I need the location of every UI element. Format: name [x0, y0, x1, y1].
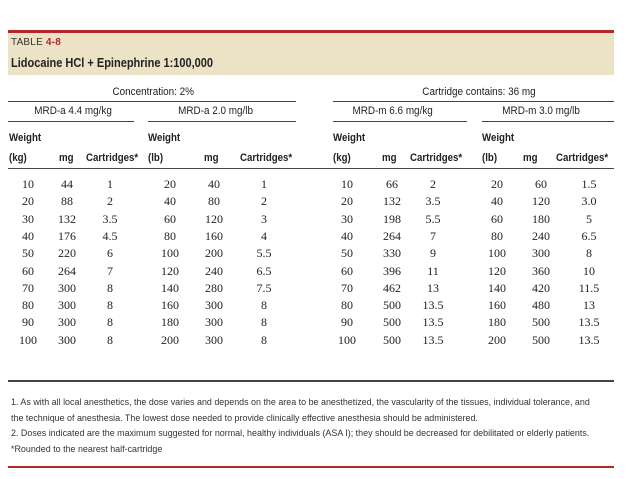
table-cell: 176: [58, 228, 76, 243]
table-cell: 1: [261, 177, 267, 191]
table-cell: 6: [107, 246, 113, 261]
table-cell: 240: [205, 263, 223, 278]
table-cell: 13.5: [422, 315, 444, 330]
table-cell: 360: [532, 263, 550, 278]
table-cell: 10: [583, 263, 595, 278]
table-cell: 50: [341, 246, 353, 261]
table-cell: 60: [22, 263, 34, 278]
weight-header-4: Weight: [482, 132, 515, 144]
table-cell: 8: [107, 280, 113, 295]
weight-header-3: Weight: [333, 132, 366, 144]
table-cell: 8: [261, 315, 267, 330]
unit-cartridges-2: Cartridges*: [240, 152, 293, 164]
cartridge-label: Cartridge contains: 36 mg: [422, 86, 536, 98]
table-cell: 300: [205, 332, 223, 347]
table-cell: 140: [488, 280, 506, 295]
table-cell: 10: [22, 177, 34, 191]
table-cell: 8: [107, 298, 113, 313]
table-cell: 66: [386, 177, 398, 191]
weight-header-2: Weight: [148, 132, 181, 144]
table-cell: 500: [383, 315, 401, 330]
group-rule-4: [482, 121, 614, 122]
table-cell: 200: [161, 332, 179, 347]
unit-mg-4: mg: [523, 152, 538, 164]
table-cell: 80: [208, 194, 220, 209]
table-cell: 4: [261, 228, 267, 243]
table-cell: 13.5: [578, 332, 600, 347]
table-cell: 300: [58, 280, 76, 295]
unit-cartridges-1: Cartridges*: [86, 152, 139, 164]
table-cell: 13.5: [422, 332, 444, 347]
table-cell: 100: [488, 246, 506, 261]
table-cell: 198: [383, 211, 401, 226]
footnote-2: 2. Doses indicated are the maximum suggested for normal, healthy individuals (ASA I); they should be decreased for debilitated or elderly patients.: [11, 428, 590, 439]
table-cell: 500: [383, 332, 401, 347]
table-cell: 160: [161, 298, 179, 313]
weight-header-1: Weight: [9, 132, 42, 144]
table-cell: 60: [535, 177, 547, 191]
table-cell: 1: [107, 177, 113, 191]
table-cell: 8: [261, 332, 267, 347]
bottom-accent-bar: [8, 466, 614, 468]
unit-mg-2: mg: [204, 152, 219, 164]
table-cell: 120: [205, 211, 223, 226]
table-cell: 8: [107, 332, 113, 347]
table-cell: 240: [532, 228, 550, 243]
table-cell: 200: [488, 332, 506, 347]
divider-left: [8, 101, 296, 102]
table-cell: 80: [22, 298, 34, 313]
table-cell: 88: [61, 194, 73, 209]
unit-kg-3: (kg): [333, 152, 351, 164]
table-cell: 10: [341, 177, 353, 191]
table-cell: 100: [19, 332, 37, 347]
table-number: 4-8: [45, 37, 61, 48]
table-cell: 2: [107, 194, 113, 209]
table-cell: 30: [22, 211, 34, 226]
table-cell: 20: [164, 177, 176, 191]
table-cell: 5.5: [256, 246, 272, 261]
table-cell: 160: [488, 298, 506, 313]
table-cell: 50: [22, 246, 34, 261]
unit-lb-2: (lb): [148, 152, 164, 164]
table-cell: 2: [261, 194, 267, 209]
table-cell: 70: [341, 280, 353, 295]
header-bottom-rule: [8, 168, 614, 169]
unit-cartridges-4: Cartridges*: [556, 152, 609, 164]
table-cell: 13: [583, 298, 595, 313]
table-cell: 120: [161, 263, 179, 278]
footnote-rounding: *Rounded to the nearest half-cartridge: [11, 443, 163, 455]
table-cell: 180: [161, 315, 179, 330]
group-header-2: MRD-a 2.0 mg/lb: [178, 105, 253, 117]
table-cell: 7.5: [256, 280, 272, 295]
unit-mg-1: mg: [59, 152, 74, 164]
footnote-1: 1. As with all local anesthetics, the dose varies and depends on the area to be anesthetized, the vascularity of the tissues, individual tolerance, and: [11, 397, 590, 408]
concentration-label: Concentration: 2%: [112, 86, 194, 98]
table-cell: 264: [58, 263, 76, 278]
table-cell: 3.5: [102, 211, 118, 226]
table-cell: 80: [164, 228, 176, 243]
table-cell: 1.5: [581, 177, 597, 191]
unit-kg-1: (kg): [9, 152, 27, 164]
table-cell: 2: [430, 177, 436, 191]
table-cell: 60: [341, 263, 353, 278]
table-cell: 4.5: [102, 228, 118, 243]
table-cell: 180: [532, 211, 550, 226]
table-cell: 300: [205, 298, 223, 313]
table-cell: 40: [208, 177, 220, 191]
table-cell: 90: [22, 315, 34, 330]
table-cell: 420: [532, 280, 550, 295]
table-cell: 70: [22, 280, 34, 295]
table-cell: 300: [58, 298, 76, 313]
table-cell: 60: [491, 211, 503, 226]
table-cell: 140: [161, 280, 179, 295]
divider-right: [333, 101, 614, 102]
table-cell: 30: [341, 211, 353, 226]
table-cell: 100: [161, 246, 179, 261]
footnote-1-continued: the technique of anesthesia. The lowest dose needed to provide clinically effective anesthesia should be administered.: [11, 412, 478, 424]
table-cell: 180: [488, 315, 506, 330]
table-cell: 8: [586, 246, 592, 261]
table-cell: 8: [261, 298, 267, 313]
table-cell: 500: [383, 298, 401, 313]
table-cell: 100: [338, 332, 356, 347]
table-cell: 8: [107, 315, 113, 330]
table-cell: 396: [383, 263, 401, 278]
table-cell: 9: [430, 246, 436, 261]
table-bottom-rule: [8, 380, 614, 382]
unit-lb-4: (lb): [482, 152, 498, 164]
table-cell: 3: [261, 211, 267, 226]
table-cell: 300: [58, 315, 76, 330]
unit-mg-3: mg: [382, 152, 397, 164]
group-rule-3: [333, 121, 467, 122]
table-cell: 132: [58, 211, 76, 226]
table-cell: 5: [586, 211, 592, 226]
table-cell: 220: [58, 246, 76, 261]
table-cell: 13.5: [422, 298, 444, 313]
table-cell: 40: [491, 194, 503, 209]
group-rule-2: [148, 121, 296, 122]
table-cell: 132: [383, 194, 401, 209]
table-cell: 3.5: [425, 194, 441, 209]
table-cell: 280: [205, 280, 223, 295]
group-header-1: MRD-a 4.4 mg/kg: [34, 105, 112, 117]
table-cell: 300: [532, 246, 550, 261]
table-cell: 160: [205, 228, 223, 243]
table-cell: 40: [22, 228, 34, 243]
group-header-3: MRD-m 6.6 mg/kg: [352, 105, 433, 117]
group-rule-1: [8, 121, 134, 122]
unit-cartridges-3: Cartridges*: [410, 152, 463, 164]
table-cell: 11.5: [578, 280, 600, 295]
table-cell: 200: [205, 246, 223, 261]
table-cell: 330: [383, 246, 401, 261]
table-cell: 40: [341, 228, 353, 243]
table-cell: 120: [532, 194, 550, 209]
table-cell: 264: [383, 228, 401, 243]
table-cell: 13: [427, 280, 439, 295]
table-cell: 6.5: [256, 263, 272, 278]
table-cell: 20: [491, 177, 503, 191]
table-cell: 90: [341, 315, 353, 330]
table-cell: 500: [532, 332, 550, 347]
table-cell: 11: [427, 263, 439, 278]
table-cell: 300: [205, 315, 223, 330]
table-cell: 13.5: [578, 315, 600, 330]
table-title: Lidocaine HCl + Epinephrine 1:100,000: [11, 56, 214, 70]
footnotes: [11, 395, 611, 457]
table-cell: 44: [61, 177, 73, 191]
table-label: TABLE 4-8: [11, 37, 61, 48]
table-cell: 40: [164, 194, 176, 209]
table-cell: 7: [107, 263, 113, 278]
table-cell: 6.5: [581, 228, 597, 243]
table-cell: 500: [532, 315, 550, 330]
table-cell: 80: [491, 228, 503, 243]
table-cell: 7: [430, 228, 436, 243]
group-header-4: MRD-m 3.0 mg/lb: [502, 105, 580, 117]
table-cell: 20: [22, 194, 34, 209]
table-cell: 5.5: [425, 211, 441, 226]
table-cell: 300: [58, 332, 76, 347]
table-cell: 20: [341, 194, 353, 209]
table-cell: 480: [532, 298, 550, 313]
table-cell: 60: [164, 211, 176, 226]
table-cell: 120: [488, 263, 506, 278]
table-cell: 3.0: [581, 194, 597, 209]
table-cell: 462: [383, 280, 401, 295]
table-cell: 80: [341, 298, 353, 313]
